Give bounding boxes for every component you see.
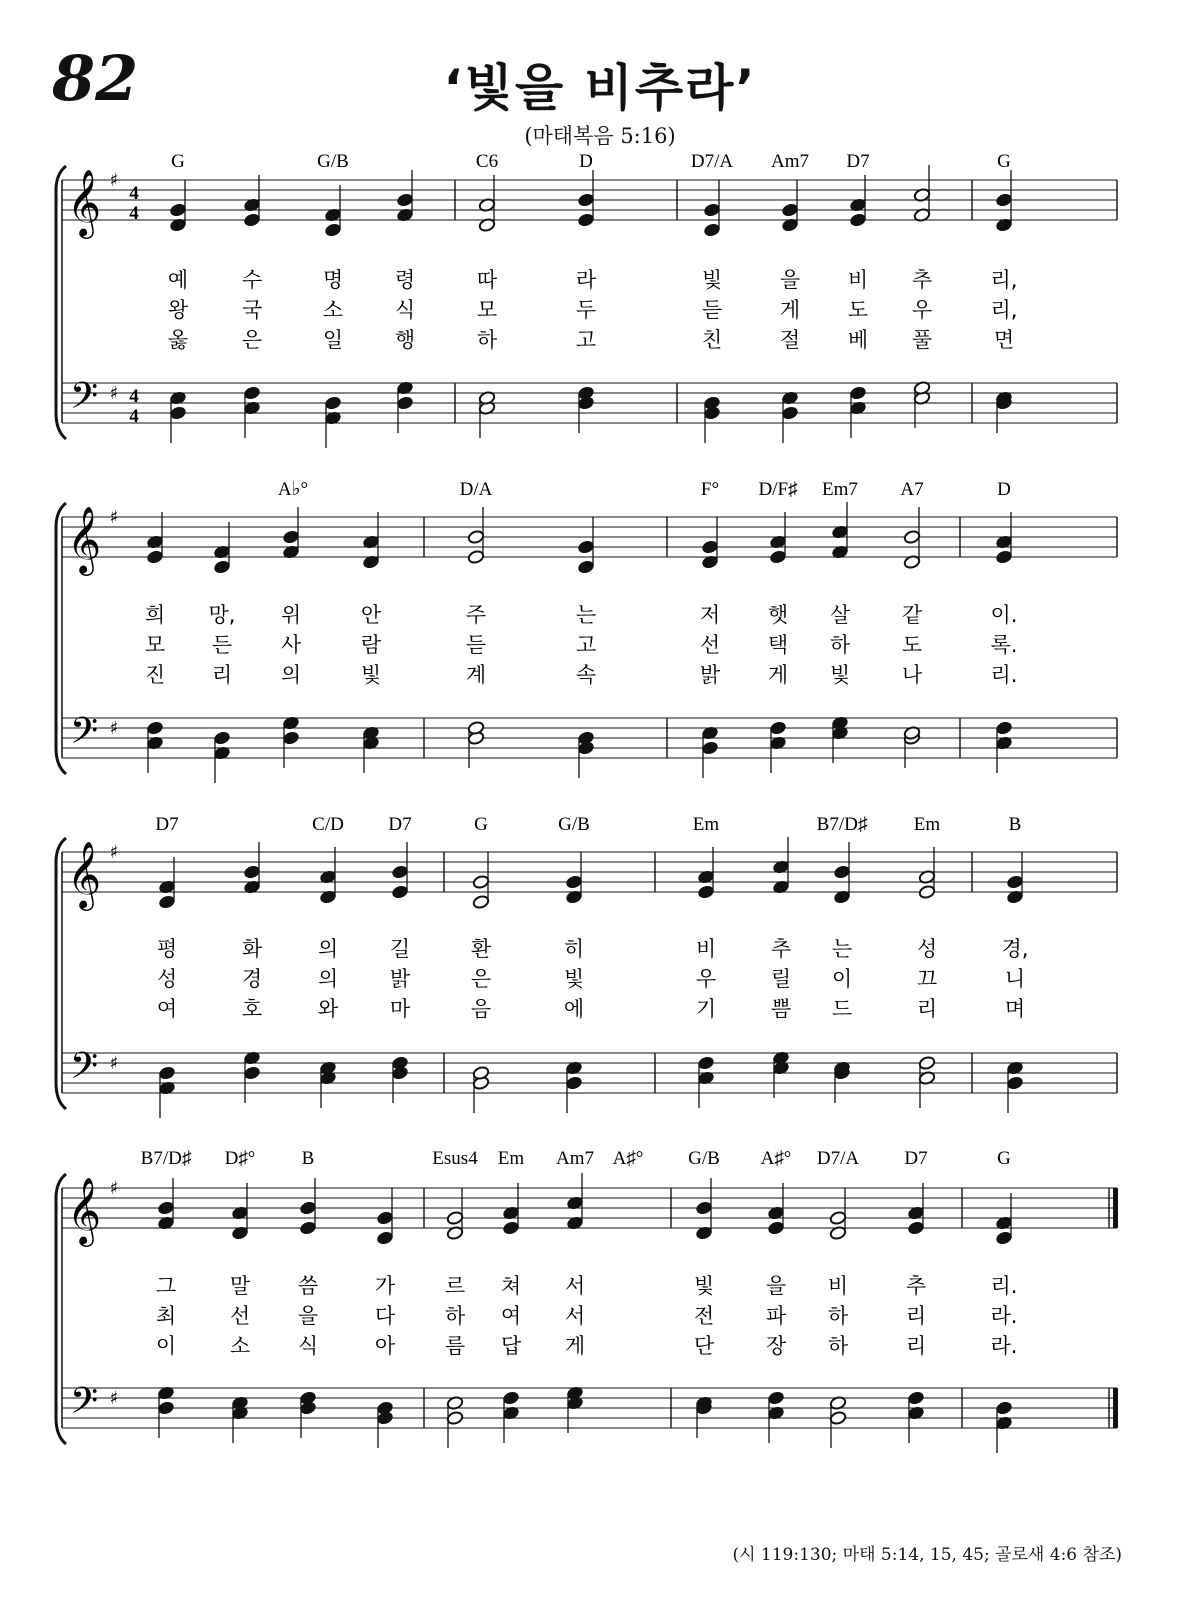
chord-symbol: D7/A bbox=[816, 1148, 860, 1169]
lyric-syllable-verse-3: 드 bbox=[831, 997, 853, 1021]
note-head bbox=[391, 885, 408, 900]
note-head bbox=[577, 193, 594, 208]
lyric-syllable-verse-3: 속 bbox=[575, 663, 597, 687]
note-head bbox=[577, 560, 594, 575]
lyric-syllable-verse-3: 소 bbox=[229, 1334, 251, 1358]
note-head bbox=[157, 1201, 174, 1216]
note-head bbox=[472, 895, 489, 910]
lyric-syllable-verse-1: 빛 bbox=[693, 1274, 715, 1298]
lyric-syllable-verse-3: 리 bbox=[916, 997, 938, 1021]
lyric-syllable-verse-2: 록. bbox=[990, 633, 1018, 657]
note-head bbox=[701, 741, 718, 756]
note-head bbox=[243, 865, 260, 880]
note-head bbox=[697, 885, 714, 900]
lyric-syllable-verse-2: 식 bbox=[394, 298, 416, 322]
note-head bbox=[467, 550, 484, 565]
lyric-syllable-verse-1: 의 bbox=[317, 937, 339, 961]
lyric-syllable-verse-2: 니 bbox=[1004, 967, 1026, 991]
note-head bbox=[833, 865, 850, 880]
lyric-syllable-verse-1: 화 bbox=[241, 937, 263, 961]
lyric-syllable-verse-3: 절 bbox=[779, 328, 801, 352]
chord-symbol: A♭° bbox=[277, 479, 309, 500]
system-3 bbox=[56, 814, 1117, 1118]
note-head bbox=[995, 193, 1012, 208]
lyric-syllable-verse-2: 이 bbox=[831, 967, 853, 991]
bass-clef: 𝄢 bbox=[69, 1380, 99, 1431]
key-sharp-treble: ♯ bbox=[109, 170, 119, 191]
key-sharp-bass: ♯ bbox=[109, 1388, 119, 1409]
chord-symbol: D bbox=[579, 151, 593, 172]
lyric-syllable-verse-3: 풀 bbox=[911, 328, 933, 352]
note-head bbox=[767, 1221, 784, 1236]
lyric-syllable-verse-3: 리. bbox=[990, 663, 1018, 687]
chord-symbol: G/B bbox=[317, 151, 349, 172]
lyric-syllable-verse-1: 평 bbox=[156, 937, 178, 961]
lyric-syllable-verse-1: 같 bbox=[901, 603, 923, 627]
lyric-syllable-verse-2: 라. bbox=[990, 1304, 1018, 1328]
lyric-syllable-verse-3: 게 bbox=[564, 1334, 586, 1358]
lyric-syllable-verse-3: 빛 bbox=[829, 663, 851, 687]
note-head bbox=[995, 1401, 1012, 1416]
lyric-syllable-verse-1: 을 bbox=[779, 268, 801, 292]
chord-symbol: C/D bbox=[312, 814, 344, 835]
treble-clef: 𝄞 bbox=[66, 168, 102, 236]
lyric-syllable-verse-2: 듣 bbox=[465, 633, 487, 657]
note-head bbox=[376, 1211, 393, 1226]
lyric-syllable-verse-2: 전 bbox=[693, 1304, 715, 1328]
time-signature-top: 4 bbox=[129, 183, 139, 204]
lyric-syllable-verse-3: 나 bbox=[901, 663, 923, 687]
chord-symbol: Em bbox=[913, 814, 941, 835]
chord-symbol: D7 bbox=[904, 1148, 928, 1169]
key-sharp-treble: ♯ bbox=[109, 507, 119, 528]
lyric-syllable-verse-1: 그 bbox=[155, 1274, 177, 1298]
lyric-syllable-verse-3: 면 bbox=[993, 328, 1015, 352]
lyric-syllable-verse-1: 환 bbox=[470, 937, 492, 961]
note-head bbox=[243, 386, 260, 401]
note-head bbox=[146, 721, 163, 736]
lyric-syllable-verse-3: 일 bbox=[322, 328, 344, 352]
chord-symbol: D/A bbox=[459, 479, 493, 500]
lyric-syllable-verse-3: 름 bbox=[444, 1334, 466, 1358]
chord-symbol: Em bbox=[497, 1148, 525, 1169]
lyric-syllable-verse-3: 에 bbox=[563, 997, 585, 1021]
lyric-syllable-verse-3: 밝 bbox=[699, 663, 721, 687]
lyric-syllable-verse-1: 라 bbox=[575, 268, 597, 292]
note-head bbox=[472, 875, 489, 890]
chord-symbol: B7/D♯ bbox=[816, 814, 868, 835]
hymn-number: 82 bbox=[52, 42, 139, 115]
system-bracket bbox=[56, 838, 66, 1109]
lyric-syllable-verse-3: 리 bbox=[905, 1334, 927, 1358]
lyric-syllable-verse-3: 게 bbox=[767, 663, 789, 687]
chord-symbol: G bbox=[171, 151, 185, 172]
lyric-syllable-verse-3: 이 bbox=[155, 1334, 177, 1358]
chord-symbol: D/F♯ bbox=[758, 479, 798, 500]
lyric-syllable-verse-2: 두 bbox=[575, 298, 597, 322]
lyric-syllable-verse-2: 리 bbox=[905, 1304, 927, 1328]
lyric-syllable-verse-1: 리. bbox=[990, 1274, 1018, 1298]
note-head bbox=[446, 1411, 463, 1426]
chord-symbol: G/B bbox=[558, 814, 590, 835]
lyric-syllable-verse-2: 하 bbox=[827, 1304, 849, 1328]
lyric-syllable-verse-1: 살 bbox=[829, 603, 851, 627]
chord-symbol: G/B bbox=[688, 1148, 720, 1169]
note-head bbox=[169, 203, 186, 218]
lyric-syllable-verse-2: 우 bbox=[695, 967, 717, 991]
lyric-syllable-verse-3: 음 bbox=[470, 997, 492, 1021]
note-head bbox=[767, 1391, 784, 1406]
lyric-syllable-verse-2: 선 bbox=[229, 1304, 251, 1328]
treble-clef: 𝄞 bbox=[66, 505, 102, 573]
lyric-syllable-verse-3: 진 bbox=[144, 663, 166, 687]
treble-clef: 𝄞 bbox=[66, 1176, 102, 1244]
lyric-syllable-verse-1: 따 bbox=[476, 268, 498, 292]
chord-symbol: B bbox=[1008, 814, 1022, 835]
lyric-syllable-verse-3: 기 bbox=[695, 997, 717, 1021]
chord-symbol: G bbox=[997, 151, 1011, 172]
system-bracket bbox=[56, 1174, 66, 1444]
note-head bbox=[467, 530, 484, 545]
note-head bbox=[146, 550, 163, 565]
note-head bbox=[769, 721, 786, 736]
lyric-syllable-verse-2: 밝 bbox=[389, 967, 411, 991]
note-head bbox=[158, 1066, 175, 1081]
note-head bbox=[299, 1221, 316, 1236]
lyric-syllable-verse-2: 빛 bbox=[563, 967, 585, 991]
lyric-syllable-verse-2: 사 bbox=[280, 633, 302, 657]
lyric-syllable-verse-3: 행 bbox=[394, 328, 416, 352]
chord-symbol: D7 bbox=[155, 814, 179, 835]
chord-symbol: D bbox=[997, 479, 1011, 500]
lyric-syllable-verse-1: 수 bbox=[241, 268, 263, 292]
lyric-syllable-verse-3: 옳 bbox=[167, 328, 189, 352]
note-head bbox=[995, 721, 1012, 736]
lyric-syllable-verse-3: 빛 bbox=[360, 663, 382, 687]
hymn-scripture: (마태복음 5:16) bbox=[524, 124, 676, 148]
note-head bbox=[849, 213, 866, 228]
note-head bbox=[169, 406, 186, 421]
note-head bbox=[918, 885, 935, 900]
lyric-syllable-verse-1: 령 bbox=[394, 268, 416, 292]
note-head bbox=[829, 1411, 846, 1426]
bass-clef: 𝄢 bbox=[69, 710, 99, 761]
note-head bbox=[1006, 1076, 1023, 1091]
lyric-syllable-verse-2: 을 bbox=[297, 1304, 319, 1328]
note-head bbox=[396, 193, 413, 208]
chord-symbol: A♯° bbox=[760, 1148, 792, 1169]
lyric-syllable-verse-1: 경, bbox=[1001, 937, 1029, 961]
note-head bbox=[697, 1056, 714, 1071]
note-head bbox=[324, 396, 341, 411]
lyric-syllable-verse-3: 친 bbox=[701, 328, 723, 352]
note-head bbox=[703, 396, 720, 411]
time-signature-top: 4 bbox=[129, 386, 139, 407]
lyric-syllable-verse-1: 추 bbox=[905, 1274, 927, 1298]
lyric-syllable-verse-3: 와 bbox=[317, 997, 339, 1021]
note-head bbox=[282, 731, 299, 746]
lyric-syllable-verse-2: 최 bbox=[155, 1304, 177, 1328]
lyric-syllable-verse-2: 모 bbox=[476, 298, 498, 322]
lyric-syllable-verse-1: 비 bbox=[847, 268, 869, 292]
note-head bbox=[213, 560, 230, 575]
chord-symbol: D7 bbox=[388, 814, 412, 835]
chord-symbol: Em7 bbox=[822, 479, 858, 500]
lyric-syllable-verse-1: 비 bbox=[827, 1274, 849, 1298]
lyric-syllable-verse-2: 리, bbox=[990, 298, 1018, 322]
system-bracket bbox=[56, 166, 66, 439]
lyric-syllable-verse-2: 끄 bbox=[916, 967, 938, 991]
note-head bbox=[1006, 875, 1023, 890]
lyric-syllable-verse-1: 예 bbox=[167, 268, 189, 292]
note-head bbox=[396, 396, 413, 411]
key-sharp-bass: ♯ bbox=[109, 383, 119, 404]
note-head bbox=[299, 1391, 316, 1406]
lyric-syllable-verse-1: 쳐 bbox=[500, 1274, 522, 1298]
note-head bbox=[577, 731, 594, 746]
lyric-syllable-verse-2: 듣 bbox=[701, 298, 723, 322]
note-head bbox=[829, 1211, 846, 1226]
lyric-syllable-verse-3: 의 bbox=[280, 663, 302, 687]
lyric-syllable-verse-2: 파 bbox=[765, 1304, 787, 1328]
chord-symbol: D♯° bbox=[224, 1148, 256, 1169]
lyric-syllable-verse-1: 는 bbox=[831, 937, 853, 961]
lyric-syllable-verse-3: 하 bbox=[476, 328, 498, 352]
lyric-syllable-verse-1: 가 bbox=[374, 1274, 396, 1298]
note-head bbox=[781, 406, 798, 421]
lyric-syllable-verse-2: 왕 bbox=[167, 298, 189, 322]
lyric-syllable-verse-3: 호 bbox=[241, 997, 263, 1021]
chord-symbol: G bbox=[474, 814, 488, 835]
lyric-syllable-verse-2: 서 bbox=[564, 1304, 586, 1328]
note-head bbox=[324, 223, 341, 238]
chord-symbol: Am7 bbox=[771, 151, 809, 172]
lyric-syllable-verse-1: 망, bbox=[208, 603, 236, 627]
system-2 bbox=[56, 479, 1117, 783]
scripture-references: (시 119:130; 마태 5:14, 15, 45; 골로새 4:6 참조) bbox=[732, 1545, 1122, 1565]
lyric-syllable-verse-2: 택 bbox=[767, 633, 789, 657]
note-head bbox=[502, 1221, 519, 1236]
lyric-syllable-verse-1: 저 bbox=[699, 603, 721, 627]
lyric-syllable-verse-1: 햇 bbox=[767, 603, 789, 627]
note-head bbox=[701, 540, 718, 555]
lyric-syllable-verse-3: 며 bbox=[1004, 997, 1026, 1021]
note-head bbox=[299, 1201, 316, 1216]
lyric-syllable-verse-1: 르 bbox=[444, 1274, 466, 1298]
lyric-syllable-verse-3: 장 bbox=[765, 1334, 787, 1358]
lyric-syllable-verse-1: 추 bbox=[770, 937, 792, 961]
lyric-syllable-verse-2: 도 bbox=[847, 298, 869, 322]
lyric-syllable-verse-2: 게 bbox=[779, 298, 801, 322]
lyric-syllable-verse-1: 희 bbox=[144, 603, 166, 627]
lyric-syllable-verse-1: 길 bbox=[389, 937, 411, 961]
note-head bbox=[995, 1231, 1012, 1246]
note-head bbox=[391, 865, 408, 880]
chord-symbol: B7/D♯ bbox=[140, 1148, 192, 1169]
lyric-syllable-verse-3: 마 bbox=[389, 997, 411, 1021]
lyric-syllable-verse-1: 비 bbox=[695, 937, 717, 961]
chord-symbol: Esus4 bbox=[432, 1148, 478, 1169]
note-head bbox=[918, 1056, 935, 1071]
lyric-syllable-verse-3: 답 bbox=[500, 1334, 522, 1358]
note-head bbox=[769, 550, 786, 565]
lyric-syllable-verse-1: 빛 bbox=[701, 268, 723, 292]
lyric-syllable-verse-2: 다 bbox=[374, 1304, 396, 1328]
note-head bbox=[903, 530, 920, 545]
lyric-syllable-verse-2: 은 bbox=[470, 967, 492, 991]
key-sharp-treble: ♯ bbox=[109, 1178, 119, 1199]
lyric-syllable-verse-3: 고 bbox=[575, 328, 597, 352]
chord-symbol: G bbox=[997, 1148, 1011, 1169]
chord-symbol: A♯° bbox=[612, 1148, 644, 1169]
note-head bbox=[703, 223, 720, 238]
lyric-syllable-verse-3: 베 bbox=[847, 328, 869, 352]
hymn-title: ‘빛을 비추라’ bbox=[443, 59, 757, 117]
lyric-syllable-verse-2: 도 bbox=[901, 633, 923, 657]
system-1 bbox=[56, 151, 1117, 448]
treble-clef: 𝄞 bbox=[66, 840, 102, 908]
chord-symbol: C6 bbox=[475, 151, 499, 172]
chord-symbol: B bbox=[301, 1148, 315, 1169]
lyric-syllable-verse-3: 은 bbox=[241, 328, 263, 352]
lyric-syllable-verse-3: 아 bbox=[374, 1334, 396, 1358]
note-head bbox=[781, 203, 798, 218]
note-head bbox=[243, 213, 260, 228]
system-4 bbox=[56, 1148, 1118, 1453]
lyric-syllable-verse-1: 이. bbox=[990, 603, 1018, 627]
lyric-syllable-verse-2: 고 bbox=[575, 633, 597, 657]
chord-symbol: Em bbox=[692, 814, 720, 835]
lyric-syllable-verse-2: 하 bbox=[444, 1304, 466, 1328]
final-barline-thick bbox=[1113, 1188, 1118, 1228]
chord-symbol: Am7 bbox=[556, 1148, 594, 1169]
lyric-syllable-verse-1: 는 bbox=[575, 603, 597, 627]
note-head bbox=[565, 875, 582, 890]
bass-clef: 𝄢 bbox=[69, 375, 99, 426]
chord-symbol: D7/A bbox=[690, 151, 734, 172]
note-head bbox=[376, 1401, 393, 1416]
lyric-syllable-verse-2: 든 bbox=[211, 633, 233, 657]
system-bracket bbox=[56, 503, 66, 774]
note-head bbox=[577, 540, 594, 555]
time-signature-bottom: 4 bbox=[129, 406, 139, 427]
lyric-syllable-verse-1: 명 bbox=[322, 268, 344, 292]
lyric-syllable-verse-1: 위 bbox=[280, 603, 302, 627]
lyric-syllable-verse-2: 소 bbox=[322, 298, 344, 322]
key-sharp-bass: ♯ bbox=[109, 1053, 119, 1074]
lyric-syllable-verse-1: 추 bbox=[911, 268, 933, 292]
lyric-syllable-verse-3: 계 bbox=[465, 663, 487, 687]
chord-symbol: D7 bbox=[846, 151, 870, 172]
note-head bbox=[502, 1391, 519, 1406]
note-head bbox=[577, 386, 594, 401]
lyric-syllable-verse-3: 단 bbox=[693, 1334, 715, 1358]
lyric-syllable-verse-3: 식 bbox=[297, 1334, 319, 1358]
lyric-syllable-verse-2: 성 bbox=[156, 967, 178, 991]
lyric-syllable-verse-2: 우 bbox=[911, 298, 933, 322]
lyric-syllable-verse-3: 쁨 bbox=[770, 997, 792, 1021]
key-sharp-treble: ♯ bbox=[109, 842, 119, 863]
time-signature-bottom: 4 bbox=[129, 203, 139, 224]
lyric-syllable-verse-2: 모 bbox=[144, 633, 166, 657]
lyric-syllable-verse-1: 리, bbox=[990, 268, 1018, 292]
note-head bbox=[907, 1391, 924, 1406]
note-head bbox=[446, 1211, 463, 1226]
lyric-syllable-verse-1: 서 bbox=[564, 1274, 586, 1298]
lyric-syllable-verse-1: 히 bbox=[563, 937, 585, 961]
lyric-syllable-verse-3: 하 bbox=[827, 1334, 849, 1358]
note-head bbox=[849, 386, 866, 401]
lyric-syllable-verse-2: 의 bbox=[317, 967, 339, 991]
lyric-syllable-verse-2: 선 bbox=[699, 633, 721, 657]
lyric-syllable-verse-3: 리 bbox=[211, 663, 233, 687]
lyric-syllable-verse-3: 라. bbox=[990, 1334, 1018, 1358]
chord-symbol: A7 bbox=[900, 479, 924, 500]
note-head bbox=[907, 1221, 924, 1236]
chord-symbol: F° bbox=[700, 479, 720, 500]
note-head bbox=[213, 731, 230, 746]
note-head bbox=[695, 1201, 712, 1216]
lyric-syllable-verse-1: 말 bbox=[229, 1274, 251, 1298]
note-head bbox=[391, 1056, 408, 1071]
key-sharp-bass: ♯ bbox=[109, 718, 119, 739]
final-barline-thick bbox=[1113, 1388, 1118, 1428]
lyric-syllable-verse-2: 람 bbox=[360, 633, 382, 657]
lyric-syllable-verse-1: 을 bbox=[765, 1274, 787, 1298]
note-head bbox=[995, 550, 1012, 565]
note-head bbox=[376, 1231, 393, 1246]
lyric-syllable-verse-1: 성 bbox=[916, 937, 938, 961]
lyric-syllable-verse-2: 국 bbox=[241, 298, 263, 322]
note-head bbox=[282, 530, 299, 545]
lyric-syllable-verse-2: 여 bbox=[500, 1304, 522, 1328]
lyric-syllable-verse-1: 씀 bbox=[297, 1274, 319, 1298]
lyric-syllable-verse-2: 경 bbox=[241, 967, 263, 991]
lyric-syllable-verse-2: 릴 bbox=[770, 967, 792, 991]
note-head bbox=[158, 895, 175, 910]
lyric-syllable-verse-1: 안 bbox=[360, 603, 382, 627]
lyric-syllable-verse-3: 여 bbox=[156, 997, 178, 1021]
note-head bbox=[577, 213, 594, 228]
note-head bbox=[703, 203, 720, 218]
note-head bbox=[565, 1076, 582, 1091]
note-head bbox=[157, 1401, 174, 1416]
lyric-syllable-verse-2: 하 bbox=[829, 633, 851, 657]
note-head bbox=[243, 1066, 260, 1081]
lyric-syllable-verse-1: 주 bbox=[465, 603, 487, 627]
bass-clef: 𝄢 bbox=[69, 1045, 99, 1096]
